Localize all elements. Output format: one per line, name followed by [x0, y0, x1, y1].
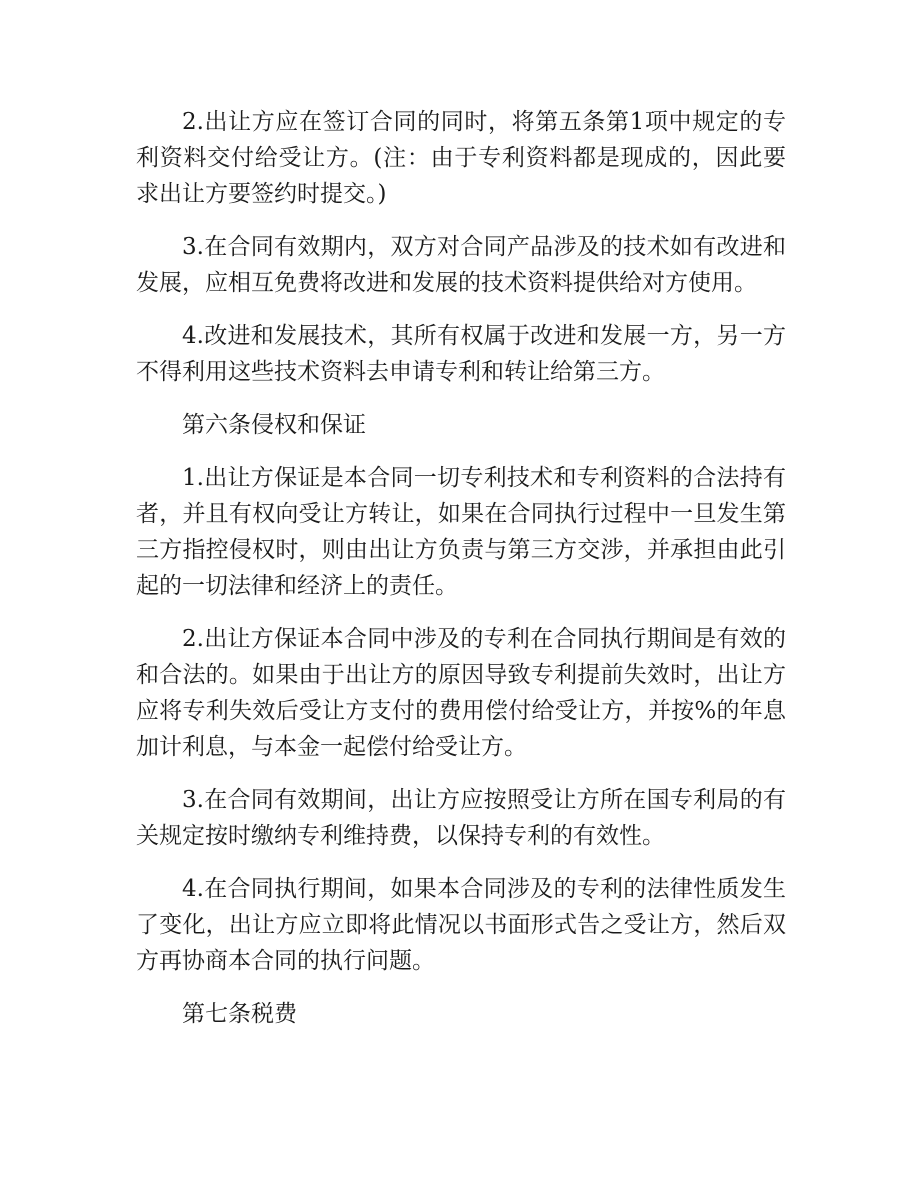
paragraph-legal-holder-guarantee: 1.出让方保证是本合同一切专利技术和专利资料的合法持有者，并且有权向受让方转让，如果在合同执行过程中一旦发生第三方指控侵权时，则由出让方负责与第三方交涉，并承担由此引起的一切法律和经济上的责任。 — [136, 465, 786, 599]
paragraph-maintenance-fees: 3.在合同有效期间，出让方应按照受让方所在国专利局的有关规定按时缴纳专利维持费，以保持专利的有效性。 — [136, 787, 786, 849]
section-heading-article-6: 第六条侵权和保证 — [182, 412, 366, 438]
section-heading-article-7: 第七条税费 — [182, 1001, 297, 1027]
paragraph-delivery-of-patent-data: 2.出让方应在签订合同的同时，将第五条第1项中规定的专利资料交付给受让方。(注：由于专利资料都是现成的，因此要求出让方要签约时提交。) — [136, 109, 786, 207]
paragraph-improvement-sharing: 3.在合同有效期内，双方对合同产品涉及的技术如有改进和发展，应相互免费将改进和发展的技术资料提供给对方使用。 — [136, 234, 786, 296]
document-page — [136, 104, 786, 1049]
paragraph-patent-validity-guarantee: 2.出让方保证本合同中涉及的专利在合同执行期间是有效的和合法的。如果由于出让方的原因导致专利提前失效时，出让方应将专利失效后受让方支付的费用偿付给受让方，并按%的年息加计利息，与本金一起偿付给受让方。 — [136, 626, 786, 760]
paragraph-improvement-ownership: 4.改进和发展技术，其所有权属于改进和发展一方，另一方不得利用这些技术资料去申请专利和转让给第三方。 — [136, 323, 786, 385]
paragraph-legal-status-change: 4.在合同执行期间，如果本合同涉及的专利的法律性质发生了变化，出让方应立即将此情况以书面形式告之受让方，然后双方再协商本合同的执行问题。 — [136, 876, 786, 974]
